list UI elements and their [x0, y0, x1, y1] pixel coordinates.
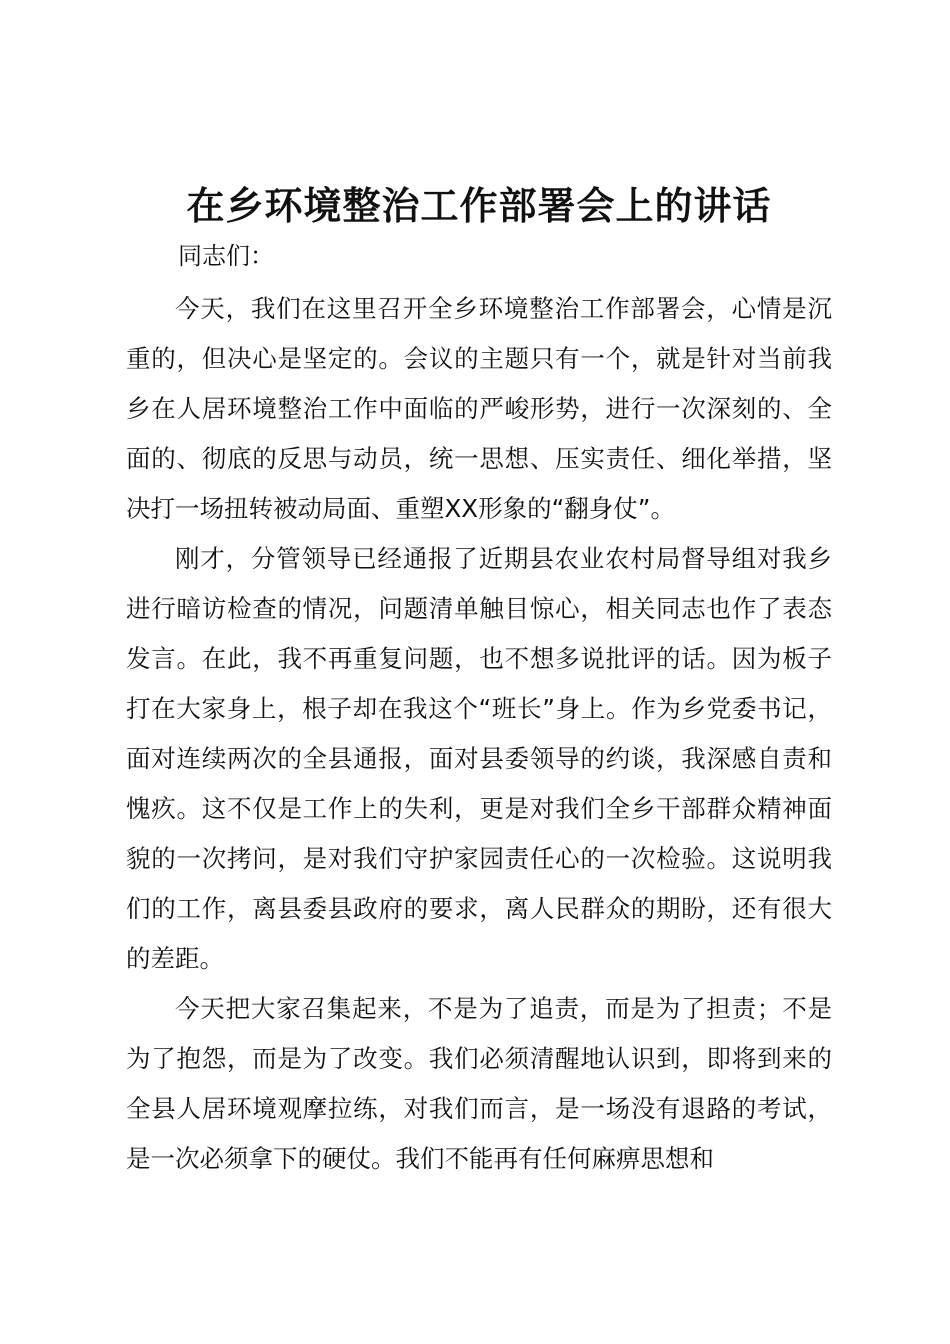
paragraph-1: 今天，我们在这里召开全乡环境整治工作部署会，心情是沉重的，但决心是坚定的。会议的主题只有一个，就是针对当前我乡在人居环境整治工作中面临的严峻形势，进行一次深刻的、全面的、彻底的反思与动员，统一思想、压实责任、细化举措，坚决打一场扭转被动局面、重塑XX形象的“翻身仗”。: [126, 294, 832, 523]
document-body: [126, 284, 832, 1184]
paragraph-3: 今天把大家召集起来，不是为了追责，而是为了担责；不是为了抱怨，而是为了改变。我们必须清醒地认识到，即将到来的全县人居环境观摩拉练，对我们而言，是一场没有退路的考试，是一次必须拿下的硬仗。我们不能再有任何麻痹思想和: [126, 994, 832, 1173]
salutation: 同志们：: [178, 242, 274, 270]
paragraph-2: 刚才，分管领导已经通报了近期县农业农村局督导组对我乡进行暗访检查的情况，问题清单触目惊心，相关同志也作了表态发言。在此，我不再重复问题，也不想多说批评的话。因为板子打在大家身上，根子却在我这个“班长”身上。作为乡党委书记，面对连续两次的全县通报，面对县委领导的约谈，我深感自责和愧疚。这不仅是工作上的失利，更是对我们全乡干部群众精神面貌的一次拷问，是对我们守护家园责任心的一次检验。这说明我们的工作，离县委县政府的要求，离人民群众的期盼，还有很大的差距。: [126, 544, 832, 973]
document-title: 在乡环境整治工作部署会上的讲话: [186, 183, 772, 228]
